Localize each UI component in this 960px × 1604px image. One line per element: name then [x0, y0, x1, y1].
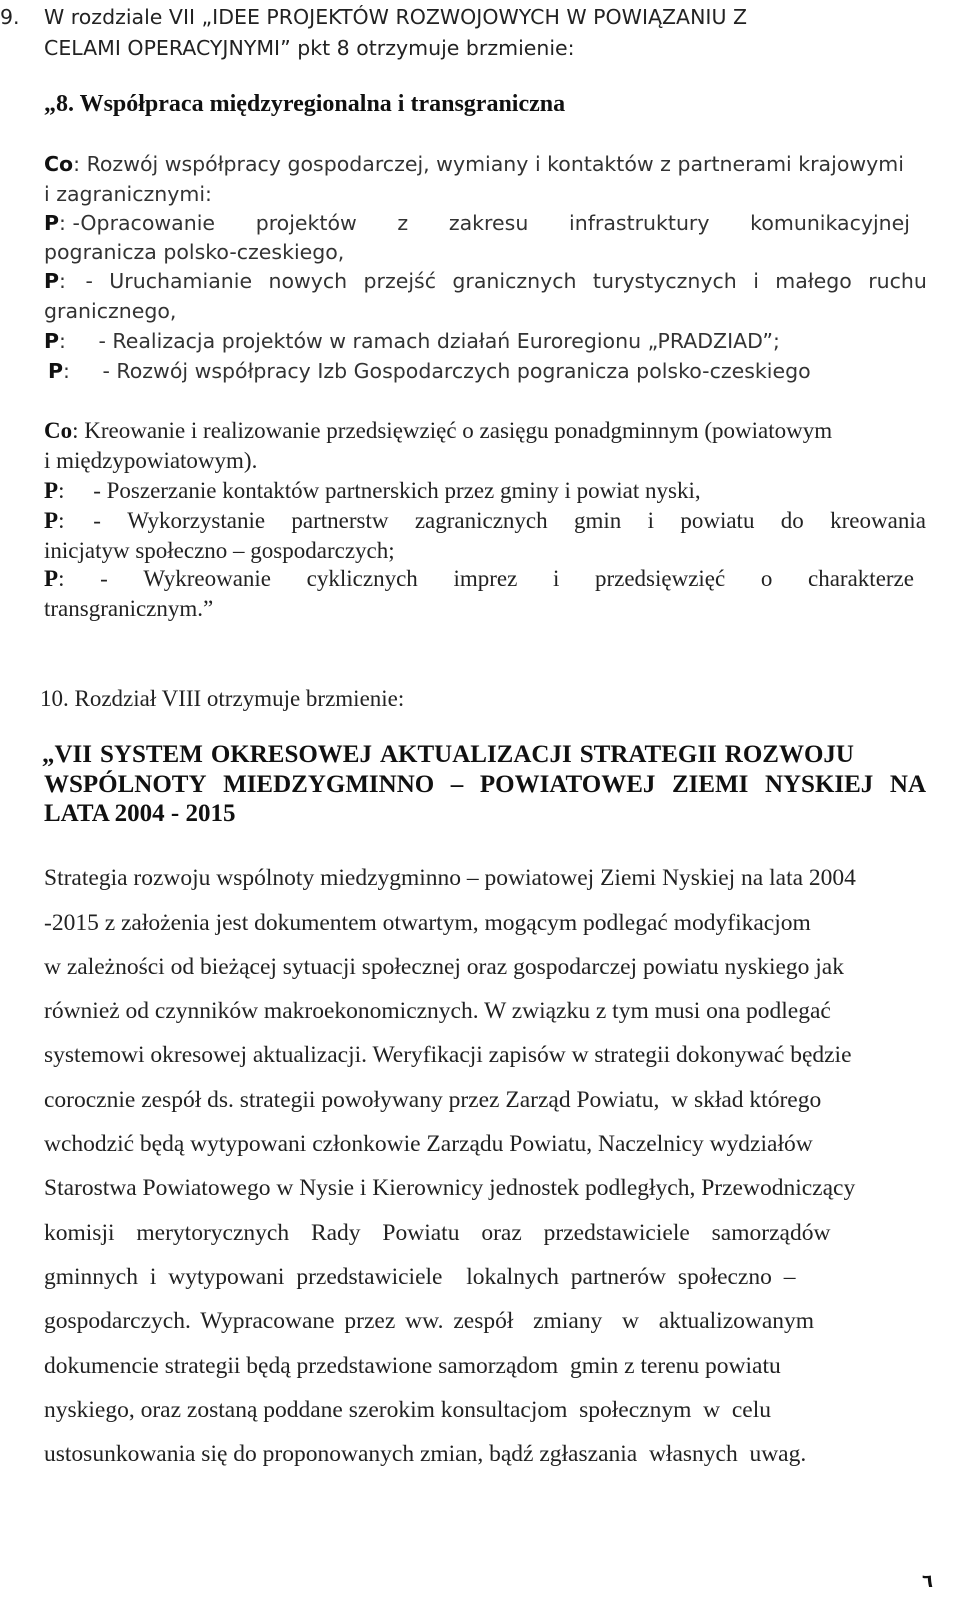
project-item-4: P: - Rozwój współpracy Izb Gospodarczych pogranicza polsko-czeskiego — [48, 359, 811, 383]
goal-2-item-3: P: - Wykreowanie cyklicznych imprez i przedsięwzięć o charakterze — [44, 566, 914, 591]
paragraph-line: systemowi okresowej aktualizacji. Weryfikacji zapisów w strategii dokonywać będzie — [44, 1042, 852, 1068]
p-label: P — [44, 478, 59, 503]
section-9-heading: „8. Współpraca międzyregionalna i transgraniczna — [44, 91, 566, 117]
paragraph-line: w zależności od bieżącej sytuacji społecznej oraz gospodarczej powiatu nyskiego jak — [44, 954, 844, 980]
goal-2-item-1: P: - Poszerzanie kontaktów partnerskich przez gminy i powiat nyski, — [44, 478, 701, 503]
section-9-number: 9. — [0, 5, 20, 29]
paragraph-line: ustosunkowania się do proponowanych zmian, bądź zgłaszania własnych uwag. — [44, 1441, 807, 1467]
goal-1-line-1 — [44, 153, 904, 177]
project-item-3: P: - Realizacja projektów w ramach działań Euroregionu „PRADZIAD”; — [44, 329, 780, 353]
section-9-intro-line-1: W rozdziale VII „IDEE PROJEKTÓW ROZWOJOWYCH W POWIĄZANIU Z — [44, 5, 748, 29]
project-item-2: P: - Uruchamianie nowych przejść granicznych turystycznych i małego ruchu — [44, 269, 927, 293]
p-label: P — [44, 508, 59, 533]
p-label: P — [44, 211, 60, 235]
p-label: P — [44, 329, 60, 353]
section-10-intro: 10. Rozdział VIII otrzymuje brzmienie: — [40, 686, 405, 711]
paragraph-line: corocznie zespół ds. strategii powoływany przez Zarząd Powiatu, w skład którego — [44, 1087, 822, 1113]
paragraph-line: również od czynników makroekonomicznych. W związku z tym musi ona podlegać — [44, 998, 831, 1024]
p-label: P — [48, 359, 64, 383]
goal-2-line-1 — [44, 418, 832, 444]
project-item-1-line-2: pogranicza polsko-czeskiego, — [44, 240, 345, 264]
section-9-intro-line-2: CELAMI OPERACYJNYMI” pkt 8 otrzymuje brzmienie: — [44, 36, 575, 60]
paragraph-line: gospodarczych. Wypracowane przez ww. zespół zmiany w aktualizowanym — [44, 1308, 815, 1334]
p-label: P — [44, 566, 59, 591]
paragraph-line: nyskiego, oraz zostaną poddane szerokim konsultacjom społecznym w celu — [44, 1397, 771, 1423]
p-label: P — [44, 269, 60, 293]
project-item-2-line-2: granicznego, — [44, 299, 177, 323]
section-10-heading-line-3: LATA 2004 - 2015 — [44, 800, 236, 827]
paragraph-line: gminnych i wytypowani przedstawiciele lokalnych partnerów społeczno – — [44, 1264, 796, 1290]
goal-2-item-2: P: - Wykorzystanie partnerstw zagranicznych gmin i powiatu do kreowania — [44, 508, 926, 533]
goal-2-text: : Kreowanie i realizowanie przedsięwzięć o zasięgu ponadgminnym (powiatowym — [72, 418, 833, 443]
co-label: Co — [44, 418, 73, 443]
co-label: Co — [44, 152, 74, 176]
goal-2-line-2: i międzypowiatowym). — [44, 448, 258, 473]
goal-2-item-2-line-2: inicjatyw społeczno – gospodarczych; — [44, 538, 395, 563]
page-number: ٦ — [922, 1571, 933, 1592]
paragraph-line: Strategia rozwoju wspólnoty miedzygminno – powiatowej Ziemi Nyskiej na lata 2004 — [44, 865, 856, 891]
goal-1-line-2: i zagranicznymi: — [44, 182, 212, 206]
project-item-1: P: -Opracowanie projektów z zakresu infrastruktury komunikacyjnej — [44, 211, 910, 235]
goal-2-item-3-line-2: transgranicznym.” — [44, 596, 214, 621]
paragraph-line: Starostwa Powiatowego w Nysie i Kierownicy jednostek podległych, Przewodniczący — [44, 1175, 856, 1201]
paragraph-line: dokumencie strategii będą przedstawione samorządom gmin z terenu powiatu — [44, 1353, 781, 1379]
section-10-heading-line-2: WSPÓLNOTY MIEDZYGMINNO – POWIATOWEJ ZIEMI NYSKIEJ NA — [44, 771, 926, 798]
goal-1-text: : Rozwój współpracy gospodarczej, wymiany i kontaktów z partnerami krajowymi — [73, 152, 904, 176]
section-10-heading-line-1: „VII SYSTEM OKRESOWEJ AKTUALIZACJI STRATEGII ROZWOJU — [42, 741, 854, 768]
paragraph-line: -2015 z założenia jest dokumentem otwartym, mogącym podlegać modyfikacjom — [44, 910, 811, 936]
paragraph-line: komisji merytorycznych Rady Powiatu oraz przedstawiciele samorządów — [44, 1220, 831, 1246]
paragraph-line: wchodzić będą wytypowani członkowie Zarządu Powiatu, Naczelnicy wydziałów — [44, 1131, 813, 1157]
